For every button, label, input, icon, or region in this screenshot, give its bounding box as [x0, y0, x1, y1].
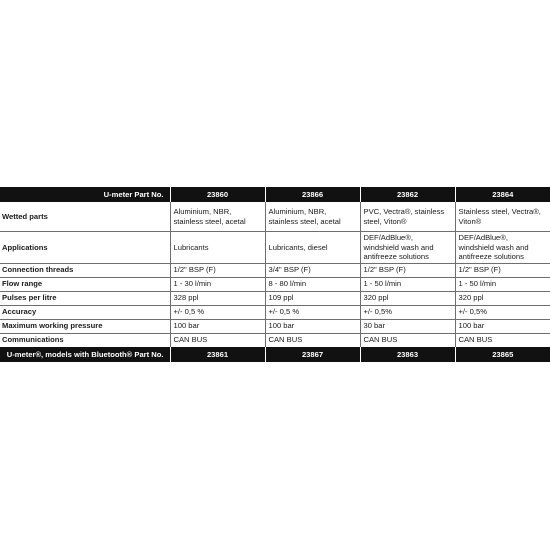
table-cell: 3/4" BSP (F) — [265, 263, 360, 277]
table-cell: CAN BUS — [265, 333, 360, 347]
table-cell: 328 ppl — [170, 291, 265, 305]
table-cell: 320 ppl — [360, 291, 455, 305]
table-cell: 1 - 30 l/min — [170, 277, 265, 291]
footer-part-number: 23867 — [265, 347, 360, 362]
header-part-number: 23862 — [360, 187, 455, 202]
footer-row — [0, 347, 550, 362]
table-row — [0, 232, 550, 264]
row-label: Maximum working pressure — [0, 319, 170, 333]
table-cell: DEF/AdBlue®, windshield wash and antifreeze solutions — [360, 232, 455, 264]
table-row — [0, 277, 550, 291]
row-label: Communications — [2, 335, 64, 345]
table-cell: Stainless steel, Vectra®, Viton® — [455, 202, 550, 232]
table-cell: 1/2" BSP (F) — [455, 263, 550, 277]
header-part-number: 23860 — [170, 187, 265, 202]
row-label: Wetted parts — [0, 202, 170, 232]
table-cell: Aluminium, NBR, stainless steel, acetal — [170, 202, 265, 232]
table-cell: Lubricants — [170, 232, 265, 264]
table-cell: PVC, Vectra®, stainless steel, Viton® — [360, 202, 455, 232]
footer-label: U-meter®, models with Bluetooth® Part No. — [0, 347, 170, 362]
header-part-number: 23864 — [455, 187, 550, 202]
spec-table — [0, 187, 550, 362]
table-cell: 1/2" BSP (F) — [360, 263, 455, 277]
table-row — [0, 305, 550, 319]
table-cell: 1 - 50 l/min — [360, 277, 455, 291]
footer-part-number: 23863 — [360, 347, 455, 362]
table-cell: Lubricants, diesel — [265, 232, 360, 264]
row-label: Pulses per litre — [0, 291, 170, 305]
table-cell: 320 ppl — [455, 291, 550, 305]
table-cell: +/- 0,5 % — [265, 305, 360, 319]
table-cell: DEF/AdBlue®, windshield wash and antifreeze solutions — [455, 232, 550, 264]
table-row — [0, 333, 550, 347]
header-label: U-meter Part No. — [0, 187, 170, 202]
table-cell: CAN BUS — [455, 333, 550, 347]
footer-part-number: 23865 — [455, 347, 550, 362]
row-label: Flow range — [0, 277, 170, 291]
table-cell: +/- 0,5% — [360, 305, 455, 319]
table-cell: +/- 0,5% — [455, 305, 550, 319]
table-cell: CAN BUS — [170, 333, 265, 347]
table-cell: +/- 0,5 % — [170, 305, 265, 319]
row-label: Connection threads — [0, 263, 170, 277]
table-cell: 1/2" BSP (F) — [170, 263, 265, 277]
header-row — [0, 187, 550, 202]
table-row — [0, 291, 550, 305]
row-label: Applications — [0, 232, 170, 264]
table-cell: Aluminium, NBR, stainless steel, acetal — [265, 202, 360, 232]
row-label: Accuracy — [0, 305, 170, 319]
table-cell: 100 bar — [265, 319, 360, 333]
table-row — [0, 319, 550, 333]
table-row — [0, 263, 550, 277]
table-cell: 1 - 50 l/min — [455, 277, 550, 291]
table-cell: 30 bar — [360, 319, 455, 333]
table-cell: 100 bar — [170, 319, 265, 333]
table-row — [0, 202, 550, 232]
table-cell: 100 bar — [455, 319, 550, 333]
footer-part-number: 23861 — [170, 347, 265, 362]
header-part-number: 23866 — [265, 187, 360, 202]
table-cell: 109 ppl — [265, 291, 360, 305]
table-cell: 8 - 80 l/min — [265, 277, 360, 291]
table-cell: CAN BUS — [360, 333, 455, 347]
